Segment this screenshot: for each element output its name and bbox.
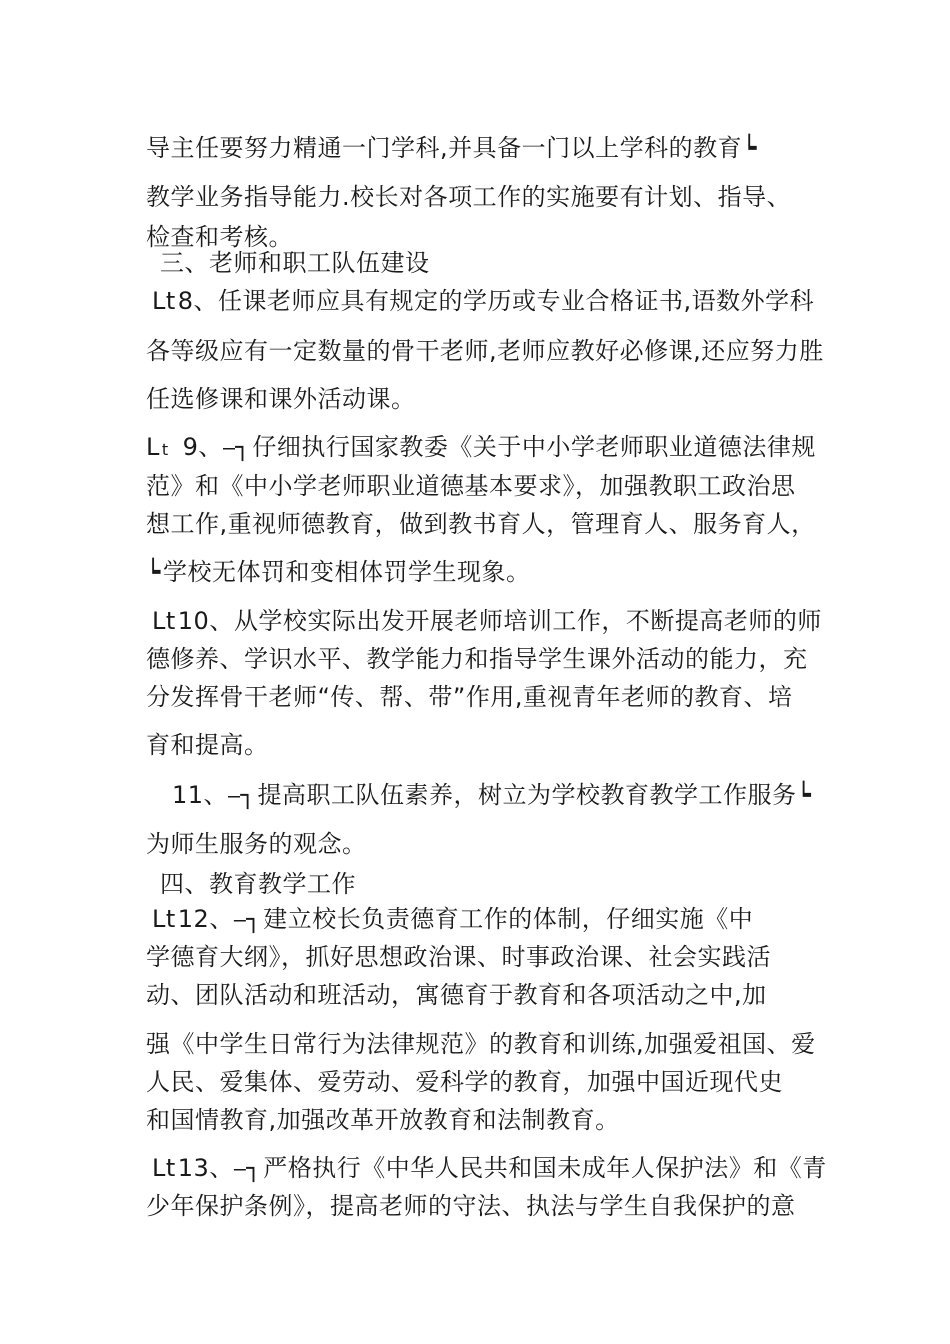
text-line [152, 904, 753, 934]
text-line [146, 133, 759, 163]
text-line [152, 286, 814, 316]
text-line: 人民、爱集体、爱劳动、爱科学的教育，加强中国近现代史 [146, 1068, 783, 1096]
line-text: 仔细执行国家教委《关于中小学老师职业道德法律规 [252, 433, 816, 461]
text-line: 各等级应有一定数量的骨干老师,老师应教好必修课,还应努力胜 [146, 337, 824, 365]
text-line: 为师生服务的观念。 [146, 830, 367, 858]
paragraph-marker-sub: t [161, 440, 169, 459]
text-line [172, 780, 813, 810]
text-line [146, 432, 816, 465]
line-text: 提高职工队伍素养，树立为学校教育教学工作服务 [257, 781, 797, 809]
line-text: 8、任课老师应具有规定的学历或专业合格证书,语数外学科 [177, 287, 815, 315]
line-text: 学校无体罚和变相体罚学生现象。 [162, 558, 531, 586]
paragraph-marker: Lt [152, 905, 176, 933]
section-heading: 四、教育教学工作 [160, 870, 356, 898]
line-number: 13、 [177, 1154, 234, 1182]
text-line: 育和提高。 [146, 731, 269, 759]
text-line [152, 606, 822, 636]
text-line: 和国情教育,加强改革开放教育和法制教育。 [146, 1106, 620, 1134]
dash-mark: ⎯┐ [222, 433, 251, 461]
text-line: 德修养、学识水平、教学能力和指导学生课外活动的能力，充 [146, 645, 808, 673]
text-line [146, 557, 530, 587]
line-number: 12、 [177, 905, 234, 933]
paragraph-marker: Lt [152, 1154, 176, 1182]
text-line: 动、团队活动和班活动，寓德育于教育和各项活动之中,加 [146, 981, 767, 1009]
line-end-mark: ┕ [796, 781, 812, 809]
dash-mark: ⎯┐ [233, 905, 262, 933]
text-line: 教学业务指导能力.校长对各项工作的实施要有计划、指导、 [146, 183, 792, 211]
text-line: 想工作,重视师德教育，做到教书育人，管理育人、服务育人， [146, 510, 816, 538]
line-text: 建立校长负责德育工作的体制，仔细实施《中 [263, 905, 754, 933]
line-text: 10、从学校实际出发开展老师培训工作，不断提高老师的师 [177, 607, 822, 635]
paragraph-marker: L [146, 433, 160, 461]
line-text: 严格执行《中华人民共和国未成年人保护法》和《青 [263, 1154, 827, 1182]
paragraph-marker: Lt [152, 287, 176, 315]
line-start-mark: ┕ [146, 558, 161, 586]
line-number: 11、 [172, 781, 229, 809]
text-line: 分发挥骨干老师“传、帮、带”作用,重视青年老师的教育、培 [146, 683, 793, 711]
dash-mark: ⎯┐ [228, 781, 256, 809]
text-line: 学德育大纲》，抓好思想政治课、时事政治课、社会实践活 [146, 943, 771, 971]
text-line [152, 1153, 827, 1183]
section-heading: 三、老师和职工队伍建设 [160, 249, 430, 277]
text-line: 强《中学生日常行为法律规范》的教育和训练,加强爱祖国、爱 [146, 1030, 816, 1058]
text-line: 任选修课和课外活动课。 [146, 385, 416, 413]
text-line: 检查和考核。 [146, 223, 293, 251]
paragraph-marker: Lt [152, 607, 176, 635]
text-line: 范》和《中小学老师职业道德基本要求》，加强教职工政治思 [146, 472, 796, 500]
text-line: 少年保护条例》，提高老师的守法、执法与学生自我保护的意 [146, 1192, 796, 1220]
line-number: 9、 [182, 433, 223, 461]
line-end-mark: ┕ [742, 134, 758, 162]
line-text: 导主任要努力精通一门学科,并具备一门以上学科的教育 [146, 134, 743, 162]
dash-mark: ⎯┐ [233, 1154, 262, 1182]
